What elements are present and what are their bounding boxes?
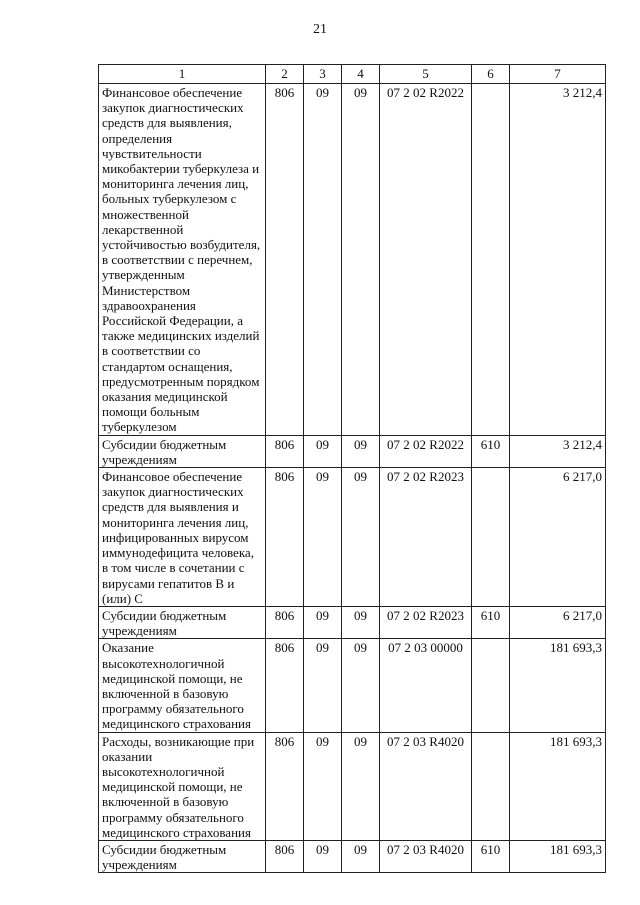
row-subsection-code: 09 bbox=[342, 639, 380, 732]
row-gr-code: 806 bbox=[266, 606, 304, 638]
row-section-code: 09 bbox=[304, 840, 342, 872]
header-row bbox=[99, 65, 606, 84]
row-amount: 3 212,4 bbox=[510, 84, 606, 436]
row-section-code: 09 bbox=[304, 468, 342, 607]
row-section-code: 09 bbox=[304, 435, 342, 467]
row-name: Субсидии бюджетным учреждениям bbox=[99, 606, 266, 638]
row-amount: 181 693,3 bbox=[510, 639, 606, 732]
row-subsection-code: 09 bbox=[342, 732, 380, 840]
header-col-1: 1 bbox=[99, 65, 266, 84]
row-subsection-code: 09 bbox=[342, 84, 380, 436]
row-gr-code: 806 bbox=[266, 435, 304, 467]
row-gr-code: 806 bbox=[266, 732, 304, 840]
row-expense-type bbox=[472, 732, 510, 840]
table-row bbox=[99, 732, 606, 840]
table-row bbox=[99, 606, 606, 638]
table-row bbox=[99, 84, 606, 436]
row-name: Финансовое обеспечение закупок диагностических средств для выявления, определения чувствительности микобактерии туберкулеза и мониторинга лечения лиц, больных туберкулезом с множественной лекарственной устойчивостью возбудителя, в соответствии с перечнем, утвержденным Министерством здравоохранения Российской Федерации, а также медицинских изделий в соответствии со стандартом оснащения, предусмотренным порядком оказания медицинской помощи больным туберкулезом bbox=[99, 84, 266, 436]
row-name: Оказание высокотехнологичной медицинской помощи, не включенной в базовую программу обязательного медицинского страхования bbox=[99, 639, 266, 732]
row-expense-type: 610 bbox=[472, 840, 510, 872]
row-target-article: 07 2 03 00000 bbox=[380, 639, 472, 732]
row-amount: 181 693,3 bbox=[510, 732, 606, 840]
budget-table bbox=[98, 64, 606, 873]
header-col-3: 3 bbox=[304, 65, 342, 84]
row-section-code: 09 bbox=[304, 84, 342, 436]
table-row bbox=[99, 468, 606, 607]
row-subsection-code: 09 bbox=[342, 435, 380, 467]
row-section-code: 09 bbox=[304, 732, 342, 840]
row-target-article: 07 2 02 R2023 bbox=[380, 606, 472, 638]
row-expense-type: 610 bbox=[472, 606, 510, 638]
row-name: Расходы, возникающие при оказании высокотехнологичной медицинской помощи, не включенной в базовую программу обязательного медицинского страхования bbox=[99, 732, 266, 840]
row-amount: 6 217,0 bbox=[510, 606, 606, 638]
row-expense-type: 610 bbox=[472, 435, 510, 467]
row-subsection-code: 09 bbox=[342, 606, 380, 638]
row-name: Финансовое обеспечение закупок диагностических средств для выявления и мониторинга лечения лиц, инфицированных вирусом иммунодефицита человека, в том числе в сочетании с вирусами гепатитов В и (или) С bbox=[99, 468, 266, 607]
header-col-7: 7 bbox=[510, 65, 606, 84]
header-col-5: 5 bbox=[380, 65, 472, 84]
row-section-code: 09 bbox=[304, 606, 342, 638]
header-col-2: 2 bbox=[266, 65, 304, 84]
row-gr-code: 806 bbox=[266, 468, 304, 607]
row-expense-type bbox=[472, 84, 510, 436]
header-col-6: 6 bbox=[472, 65, 510, 84]
row-target-article: 07 2 03 R4020 bbox=[380, 732, 472, 840]
row-section-code: 09 bbox=[304, 639, 342, 732]
table-row bbox=[99, 639, 606, 732]
row-gr-code: 806 bbox=[266, 84, 304, 436]
row-target-article: 07 2 02 R2022 bbox=[380, 84, 472, 436]
row-name: Субсидии бюджетным учреждениям bbox=[99, 435, 266, 467]
row-amount: 3 212,4 bbox=[510, 435, 606, 467]
row-amount: 181 693,3 bbox=[510, 840, 606, 872]
page-number: 21 bbox=[313, 22, 327, 37]
table-row bbox=[99, 435, 606, 467]
row-name: Субсидии бюджетным учреждениям bbox=[99, 840, 266, 872]
row-expense-type bbox=[472, 468, 510, 607]
row-target-article: 07 2 03 R4020 bbox=[380, 840, 472, 872]
row-amount: 6 217,0 bbox=[510, 468, 606, 607]
row-target-article: 07 2 02 R2023 bbox=[380, 468, 472, 607]
row-gr-code: 806 bbox=[266, 840, 304, 872]
row-target-article: 07 2 02 R2022 bbox=[380, 435, 472, 467]
header-col-4: 4 bbox=[342, 65, 380, 84]
table-row bbox=[99, 840, 606, 872]
row-subsection-code: 09 bbox=[342, 840, 380, 872]
row-gr-code: 806 bbox=[266, 639, 304, 732]
row-expense-type bbox=[472, 639, 510, 732]
row-subsection-code: 09 bbox=[342, 468, 380, 607]
